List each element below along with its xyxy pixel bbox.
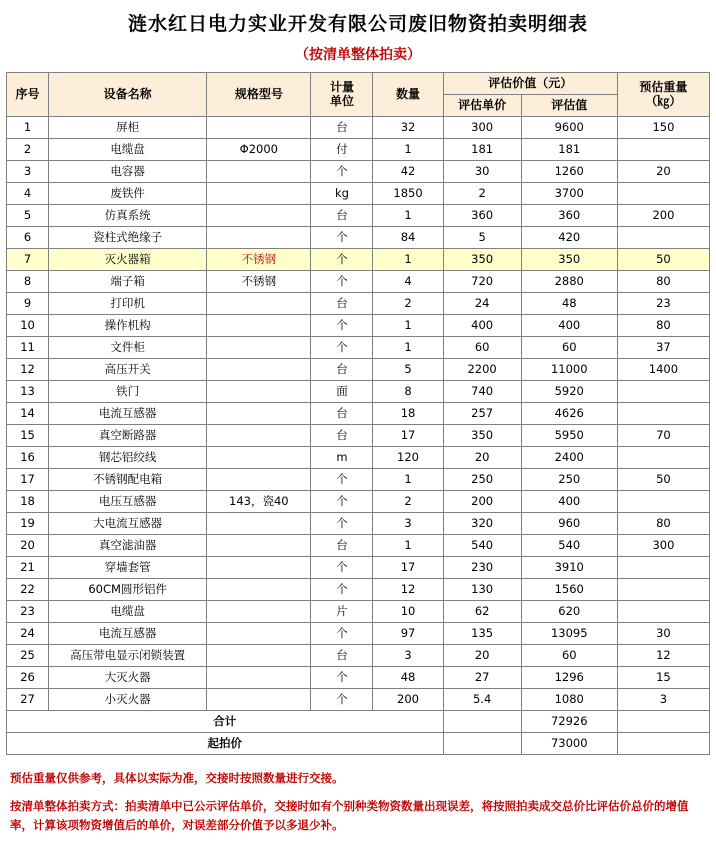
cell-name: 瓷柱式绝缘子 <box>49 227 207 249</box>
cell-unit: 个 <box>311 315 373 337</box>
cell-spec <box>207 161 311 183</box>
cell-unit: 面 <box>311 381 373 403</box>
cell-unit: 个 <box>311 249 373 271</box>
cell-qty: 2 <box>373 293 443 315</box>
cell-qty: 97 <box>373 623 443 645</box>
cell-qty: 8 <box>373 381 443 403</box>
page-title: 涟水红日电力实业开发有限公司废旧物资拍卖明细表 <box>127 13 588 35</box>
summary-label: 合计 <box>7 711 444 733</box>
cell-qty: 1 <box>373 249 443 271</box>
cell-unit: 个 <box>311 491 373 513</box>
cell-name: 电容器 <box>49 161 207 183</box>
cell-unit-price: 5.4 <box>443 689 521 711</box>
table-row <box>7 139 710 161</box>
header-total-value: 评估值 <box>521 95 617 117</box>
table-row <box>7 667 710 689</box>
cell-name: 电缆盘 <box>49 139 207 161</box>
cell-qty: 4 <box>373 271 443 293</box>
header-unit-price: 评估单价 <box>443 95 521 117</box>
table-row <box>7 227 710 249</box>
asset-table <box>6 72 710 755</box>
cell-unit: 个 <box>311 469 373 491</box>
cell-qty: 1 <box>373 205 443 227</box>
header-unit <box>311 73 373 117</box>
cell-total-value: 540 <box>521 535 617 557</box>
cell-total-value: 48 <box>521 293 617 315</box>
cell-qty: 17 <box>373 557 443 579</box>
cell-total-value: 13095 <box>521 623 617 645</box>
table-row <box>7 689 710 711</box>
cell-unit-price: 60 <box>443 337 521 359</box>
cell-unit-price: 30 <box>443 161 521 183</box>
cell-unit: 个 <box>311 513 373 535</box>
cell-seq: 16 <box>7 447 49 469</box>
cell-qty: 32 <box>373 117 443 139</box>
summary-value: 73000 <box>521 733 617 755</box>
cell-spec <box>207 557 311 579</box>
cell-spec <box>207 403 311 425</box>
cell-unit-price: 350 <box>443 425 521 447</box>
cell-unit: 个 <box>311 667 373 689</box>
cell-name: 60CM圆形铝件 <box>49 579 207 601</box>
cell-weight: 150 <box>617 117 709 139</box>
cell-weight: 12 <box>617 645 709 667</box>
cell-seq: 25 <box>7 645 49 667</box>
note-item: 按清单整体拍卖方式：拍卖清单中已公示评估单价，交接时如有个别种类物资数量出现误差，将按照拍卖成交总价比评估价总价的增值率，计算该项物资增值后的单价，对误差部分价值予以多退少补。 <box>10 799 689 832</box>
cell-unit: 台 <box>311 205 373 227</box>
summary-row <box>7 711 710 733</box>
cell-unit-price: 181 <box>443 139 521 161</box>
cell-total-value: 960 <box>521 513 617 535</box>
cell-unit: 个 <box>311 337 373 359</box>
table-row <box>7 535 710 557</box>
cell-spec <box>207 381 311 403</box>
cell-total-value: 400 <box>521 491 617 513</box>
header-qty: 数量 <box>373 73 443 117</box>
cell-weight: 20 <box>617 161 709 183</box>
cell-spec <box>207 645 311 667</box>
table-body <box>7 117 710 755</box>
summary-label: 起拍价 <box>7 733 444 755</box>
cell-total-value: 250 <box>521 469 617 491</box>
cell-qty: 1 <box>373 315 443 337</box>
header-weight-line1: 预估重量 <box>639 79 688 94</box>
table-row <box>7 249 710 271</box>
cell-total-value: 3700 <box>521 183 617 205</box>
cell-total-value: 620 <box>521 601 617 623</box>
table-row <box>7 491 710 513</box>
cell-name: 操作机构 <box>49 315 207 337</box>
cell-name: 文件柜 <box>49 337 207 359</box>
cell-qty: 17 <box>373 425 443 447</box>
page-subtitle: （按清单整体拍卖） <box>295 47 421 63</box>
cell-spec <box>207 601 311 623</box>
cell-total-value: 4626 <box>521 403 617 425</box>
cell-name: 电流互感器 <box>49 403 207 425</box>
cell-name: 电缆盘 <box>49 601 207 623</box>
cell-spec <box>207 425 311 447</box>
cell-spec <box>207 447 311 469</box>
cell-qty: 42 <box>373 161 443 183</box>
cell-seq: 21 <box>7 557 49 579</box>
table-row <box>7 315 710 337</box>
cell-weight: 80 <box>617 315 709 337</box>
cell-seq: 8 <box>7 271 49 293</box>
cell-seq: 4 <box>7 183 49 205</box>
cell-seq: 26 <box>7 667 49 689</box>
cell-unit-price: 320 <box>443 513 521 535</box>
cell-name: 高压带电显示闭锁装置 <box>49 645 207 667</box>
cell-unit-price: 250 <box>443 469 521 491</box>
cell-qty: 12 <box>373 579 443 601</box>
cell-weight <box>617 601 709 623</box>
cell-weight: 80 <box>617 271 709 293</box>
cell-name: 电流互感器 <box>49 623 207 645</box>
summary-weight-spacer <box>617 733 709 755</box>
table-row <box>7 381 710 403</box>
cell-qty: 1850 <box>373 183 443 205</box>
cell-unit: 片 <box>311 601 373 623</box>
table-row <box>7 403 710 425</box>
summary-value: 72926 <box>521 711 617 733</box>
cell-seq: 2 <box>7 139 49 161</box>
header-name: 设备名称 <box>49 73 207 117</box>
cell-spec <box>207 623 311 645</box>
cell-qty: 1 <box>373 535 443 557</box>
cell-unit-price: 360 <box>443 205 521 227</box>
cell-unit-price: 257 <box>443 403 521 425</box>
cell-unit-price: 5 <box>443 227 521 249</box>
cell-seq: 11 <box>7 337 49 359</box>
cell-spec <box>207 535 311 557</box>
cell-name: 端子箱 <box>49 271 207 293</box>
cell-unit-price: 200 <box>443 491 521 513</box>
cell-name: 打印机 <box>49 293 207 315</box>
cell-total-value: 60 <box>521 645 617 667</box>
cell-unit-price: 20 <box>443 645 521 667</box>
cell-name: 小灭火器 <box>49 689 207 711</box>
cell-unit-price: 2200 <box>443 359 521 381</box>
cell-qty: 18 <box>373 403 443 425</box>
cell-spec: Φ2000 <box>207 139 311 161</box>
cell-spec <box>207 359 311 381</box>
cell-weight: 300 <box>617 535 709 557</box>
cell-total-value: 9600 <box>521 117 617 139</box>
cell-name: 高压开关 <box>49 359 207 381</box>
cell-spec <box>207 469 311 491</box>
cell-seq: 5 <box>7 205 49 227</box>
cell-seq: 9 <box>7 293 49 315</box>
cell-total-value: 60 <box>521 337 617 359</box>
cell-seq: 23 <box>7 601 49 623</box>
cell-qty: 5 <box>373 359 443 381</box>
cell-total-value: 360 <box>521 205 617 227</box>
cell-total-value: 11000 <box>521 359 617 381</box>
cell-qty: 48 <box>373 667 443 689</box>
cell-seq: 19 <box>7 513 49 535</box>
cell-unit: kg <box>311 183 373 205</box>
cell-unit-price: 62 <box>443 601 521 623</box>
table-row <box>7 469 710 491</box>
notes-section <box>10 769 706 834</box>
cell-weight: 80 <box>617 513 709 535</box>
header-spec: 规格型号 <box>207 73 311 117</box>
cell-weight <box>617 183 709 205</box>
cell-unit: 个 <box>311 161 373 183</box>
table-row <box>7 447 710 469</box>
cell-unit: 个 <box>311 227 373 249</box>
header-unit-line1: 计量 <box>329 79 354 94</box>
cell-total-value: 1260 <box>521 161 617 183</box>
cell-total-value: 3910 <box>521 557 617 579</box>
cell-seq: 7 <box>7 249 49 271</box>
cell-seq: 10 <box>7 315 49 337</box>
cell-weight: 3 <box>617 689 709 711</box>
cell-unit: m <box>311 447 373 469</box>
cell-unit-price: 350 <box>443 249 521 271</box>
cell-unit-price: 20 <box>443 447 521 469</box>
cell-total-value: 5950 <box>521 425 617 447</box>
cell-spec: 不锈钢 <box>207 271 311 293</box>
cell-qty: 1 <box>373 139 443 161</box>
cell-name: 大灭火器 <box>49 667 207 689</box>
table-row <box>7 205 710 227</box>
cell-weight <box>617 579 709 601</box>
cell-total-value: 420 <box>521 227 617 249</box>
cell-seq: 27 <box>7 689 49 711</box>
cell-weight: 30 <box>617 623 709 645</box>
table-row <box>7 337 710 359</box>
cell-unit: 个 <box>311 689 373 711</box>
cell-unit: 台 <box>311 293 373 315</box>
cell-spec <box>207 205 311 227</box>
cell-unit-price: 400 <box>443 315 521 337</box>
cell-unit: 个 <box>311 623 373 645</box>
cell-weight <box>617 227 709 249</box>
cell-name: 真空滤油器 <box>49 535 207 557</box>
cell-total-value: 350 <box>521 249 617 271</box>
cell-seq: 24 <box>7 623 49 645</box>
cell-name: 仿真系统 <box>49 205 207 227</box>
cell-unit-price: 230 <box>443 557 521 579</box>
cell-qty: 200 <box>373 689 443 711</box>
cell-name: 屏柜 <box>49 117 207 139</box>
cell-weight: 15 <box>617 667 709 689</box>
table-row <box>7 117 710 139</box>
table-row <box>7 293 710 315</box>
header-unit-line2: 单位 <box>329 93 354 108</box>
cell-spec <box>207 513 311 535</box>
cell-total-value: 1080 <box>521 689 617 711</box>
cell-unit-price: 130 <box>443 579 521 601</box>
cell-unit-price: 300 <box>443 117 521 139</box>
cell-total-value: 1560 <box>521 579 617 601</box>
cell-weight <box>617 447 709 469</box>
cell-weight: 200 <box>617 205 709 227</box>
table-row <box>7 579 710 601</box>
cell-seq: 15 <box>7 425 49 447</box>
cell-total-value: 2400 <box>521 447 617 469</box>
cell-weight <box>617 491 709 513</box>
cell-seq: 17 <box>7 469 49 491</box>
cell-qty: 3 <box>373 645 443 667</box>
table-header-row-1 <box>7 73 710 95</box>
cell-name: 钢芯铝绞线 <box>49 447 207 469</box>
cell-unit: 台 <box>311 117 373 139</box>
cell-qty: 84 <box>373 227 443 249</box>
cell-name: 灭火器箱 <box>49 249 207 271</box>
table-row <box>7 623 710 645</box>
cell-spec: 不锈钢 <box>207 249 311 271</box>
header-value-group: 评估价值（元） <box>443 73 617 95</box>
summary-weight-spacer <box>617 711 709 733</box>
cell-seq: 12 <box>7 359 49 381</box>
summary-spacer <box>443 733 521 755</box>
cell-name: 不锈钢配电箱 <box>49 469 207 491</box>
table-row <box>7 425 710 447</box>
cell-unit-price: 135 <box>443 623 521 645</box>
cell-seq: 13 <box>7 381 49 403</box>
cell-spec: 143，瓷40 <box>207 491 311 513</box>
cell-weight: 1400 <box>617 359 709 381</box>
cell-name: 真空断路器 <box>49 425 207 447</box>
cell-seq: 1 <box>7 117 49 139</box>
cell-name: 大电流互感器 <box>49 513 207 535</box>
cell-total-value: 2880 <box>521 271 617 293</box>
cell-unit: 台 <box>311 359 373 381</box>
header-seq: 序号 <box>7 73 49 117</box>
cell-weight <box>617 381 709 403</box>
cell-weight: 70 <box>617 425 709 447</box>
cell-spec <box>207 227 311 249</box>
summary-row <box>7 733 710 755</box>
cell-unit: 台 <box>311 645 373 667</box>
header-weight-line2: （㎏） <box>645 93 682 108</box>
cell-unit: 台 <box>311 403 373 425</box>
cell-unit-price: 24 <box>443 293 521 315</box>
cell-name: 穿墙套管 <box>49 557 207 579</box>
cell-seq: 6 <box>7 227 49 249</box>
cell-weight: 23 <box>617 293 709 315</box>
table-header <box>7 73 710 117</box>
cell-spec <box>207 183 311 205</box>
cell-spec <box>207 667 311 689</box>
table-row <box>7 557 710 579</box>
cell-unit-price: 27 <box>443 667 521 689</box>
header-weight <box>617 73 709 117</box>
cell-unit: 个 <box>311 557 373 579</box>
cell-spec <box>207 337 311 359</box>
summary-spacer <box>443 711 521 733</box>
table-row <box>7 161 710 183</box>
cell-spec <box>207 689 311 711</box>
cell-weight <box>617 139 709 161</box>
cell-weight <box>617 557 709 579</box>
cell-seq: 18 <box>7 491 49 513</box>
cell-unit-price: 720 <box>443 271 521 293</box>
cell-weight: 50 <box>617 469 709 491</box>
cell-weight: 37 <box>617 337 709 359</box>
cell-total-value: 1296 <box>521 667 617 689</box>
cell-spec <box>207 579 311 601</box>
note-item: 预估重量仅供参考，具体以实际为准，交接时按照数量进行交接。 <box>10 771 344 785</box>
table-row <box>7 645 710 667</box>
cell-qty: 3 <box>373 513 443 535</box>
cell-unit: 台 <box>311 535 373 557</box>
cell-unit-price: 2 <box>443 183 521 205</box>
cell-name: 电压互感器 <box>49 491 207 513</box>
cell-seq: 3 <box>7 161 49 183</box>
cell-unit-price: 540 <box>443 535 521 557</box>
table-row <box>7 359 710 381</box>
cell-weight <box>617 403 709 425</box>
cell-seq: 22 <box>7 579 49 601</box>
cell-seq: 14 <box>7 403 49 425</box>
cell-qty: 2 <box>373 491 443 513</box>
cell-spec <box>207 315 311 337</box>
table-row <box>7 513 710 535</box>
cell-total-value: 5920 <box>521 381 617 403</box>
cell-unit: 付 <box>311 139 373 161</box>
cell-unit-price: 740 <box>443 381 521 403</box>
cell-seq: 20 <box>7 535 49 557</box>
cell-unit: 个 <box>311 271 373 293</box>
cell-qty: 120 <box>373 447 443 469</box>
cell-total-value: 400 <box>521 315 617 337</box>
cell-total-value: 181 <box>521 139 617 161</box>
cell-unit: 台 <box>311 425 373 447</box>
cell-weight: 50 <box>617 249 709 271</box>
table-row <box>7 271 710 293</box>
table-row <box>7 601 710 623</box>
cell-spec <box>207 117 311 139</box>
table-row <box>7 183 710 205</box>
cell-qty: 1 <box>373 469 443 491</box>
cell-qty: 1 <box>373 337 443 359</box>
cell-spec <box>207 293 311 315</box>
cell-unit: 个 <box>311 579 373 601</box>
cell-name: 铁门 <box>49 381 207 403</box>
cell-name: 废铁件 <box>49 183 207 205</box>
cell-qty: 10 <box>373 601 443 623</box>
